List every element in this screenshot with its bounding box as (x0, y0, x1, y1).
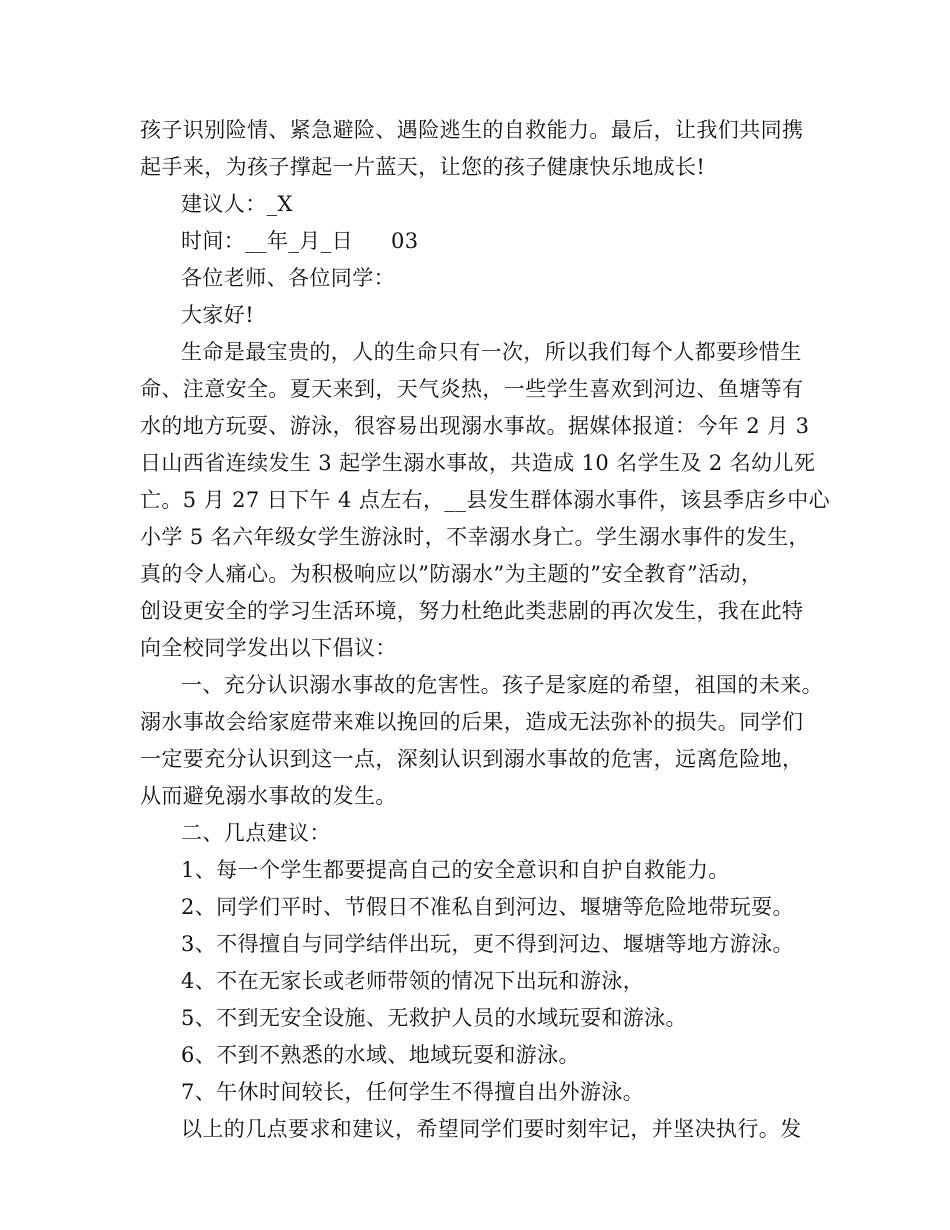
list-item: 3、不得擅自与同学结伴出玩，更不得到河边、堰塘等地方游泳。 (181, 932, 794, 956)
paragraph-line: 创设更安全的学习生活环境，努力杜绝此类悲剧的再次发生，我在此特 (140, 599, 804, 623)
paragraph-line: 日山西省连续发生 3 起学生溺水事故，共造成 10 名学生及 2 名幼儿死 (140, 451, 816, 475)
paragraph-line: 从而避免溺水事故的发生。 (140, 784, 397, 808)
list-item: 7、午休时间较长，任何学生不得擅自出外游泳。 (181, 1080, 645, 1104)
list-item: 1、每一个学生都要提高自己的安全意识和自护自救能力。 (181, 858, 730, 882)
list-item: 6、不到不熟悉的水域、地域玩耍和游泳。 (181, 1043, 580, 1067)
paragraph-line: 以上的几点要求和建议，希望同学们要时刻牢记，并坚决执行。发 (181, 1117, 802, 1141)
list-item: 2、同学们平时、节假日不准私自到河边、堰塘等危险地带玩耍。 (181, 895, 794, 919)
paragraph-line: 一定要充分认识到这一点，深刻认识到溺水事故的危害，远离危险地， (140, 747, 804, 771)
greeting-line: 大家好! (181, 303, 255, 327)
paragraph-line: 一、充分认识溺水事故的危害性。孩子是家庭的希望，祖国的未来。 (181, 673, 823, 697)
paragraph-line: 水的地方玩耍、游泳，很容易出现溺水事故。据媒体报道：今年 2 月 3 (140, 414, 810, 438)
paragraph-line: 向全校同学发出以下倡议： (140, 636, 397, 660)
paragraph-line: 亡。5 月 27 日下午 4 点左右，__县发生群体溺水事件，该县季店乡中心 (140, 488, 831, 512)
section-heading: 二、几点建议： (181, 821, 331, 845)
list-item: 5、不到无安全设施、无救护人员的水域玩耍和游泳。 (181, 1006, 687, 1030)
signer-line: 建议人：_X (181, 192, 293, 216)
page-marker: 03 (391, 229, 419, 253)
list-item: 4、不在无家长或老师带领的情况下出玩和游泳， (181, 969, 645, 993)
paragraph-line: 小学 5 名六年级女学生游泳时，不幸溺水身亡。学生溺水事件的发生， (140, 525, 810, 549)
paragraph-line: 溺水事故会给家庭带来难以挽回的后果，造成无法弥补的损失。同学们 (140, 710, 804, 734)
paragraph-line: 孩子识别险情、紧急避险、遇险逃生的自救能力。最后，让我们共同携 (140, 118, 804, 142)
date-label: 时间：__年_月_日 (181, 229, 353, 253)
date-line (181, 227, 881, 255)
paragraph-line: 生命是最宝贵的，人的生命只有一次，所以我们每个人都要珍惜生 (181, 340, 802, 364)
paragraph-line: 命、注意安全。夏天来到，天气炎热，一些学生喜欢到河边、鱼塘等有 (140, 377, 804, 401)
paragraph-line: 起手来，为孩子撑起一片蓝天，让您的孩子健康快乐地成长! (140, 155, 706, 179)
salutation-line: 各位老师、各位同学： (181, 266, 395, 290)
paragraph-line: 真的令人痛心。为积极响应以”防溺水”为主题的”安全教育”活动， (140, 562, 763, 586)
